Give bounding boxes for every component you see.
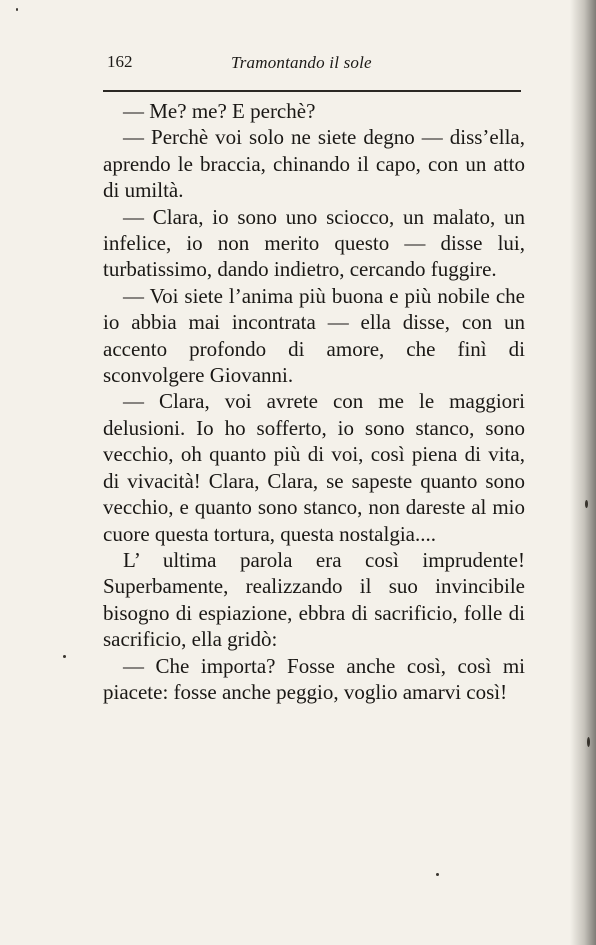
print-speck [436,873,439,876]
paragraph: — Che importa? Fosse anche così, così mi piacete: fosse anche peggio, voglio amarvi così! [103,653,525,704]
paragraph: — Voi siete l’anima più buona e più nobile che io abbia mai incontrata — ella disse, con un accento profondo di amore, che finì di sconvolgere Giovanni. [103,283,525,388]
running-title: Tramontando il sole [231,53,372,72]
paragraph: L’ ultima parola era così imprudente! Superbamente, realizzando il suo invincibile bisogno di espiazione, ebbra di sacrificio, folle di sacrificio, ella gridò: [103,547,525,652]
print-speck [587,737,590,747]
paragraph: — Clara, io sono uno sciocco, un malato, un infelice, io non merito questo — disse lui, turbatissimo, dando indietro, cercando fuggire. [103,204,525,282]
print-speck [585,500,588,508]
print-speck [63,655,66,658]
paragraph: — Me? me? E perchè? [123,99,316,123]
print-speck [16,8,18,11]
running-head [103,52,523,74]
page-number: 162 [107,52,133,71]
header-rule [103,90,521,92]
paragraph: — Clara, voi avrete con me le maggiori delusioni. Io ho sofferto, io sono stanco, sono vecchio, oh quanto più di voi, così piena di vita, di vivacità! Clara, Clara, se sapeste quanto sono vecchio, e quanto sono stanco, non dareste al mio cuore questa tortura, questa nostalgia.... [103,389,525,546]
paragraph: — Perchè voi solo ne siete degno — diss’ella, aprendo le braccia, chinando il capo, con un atto di umiltà. [103,125,525,203]
body-text [103,98,525,705]
